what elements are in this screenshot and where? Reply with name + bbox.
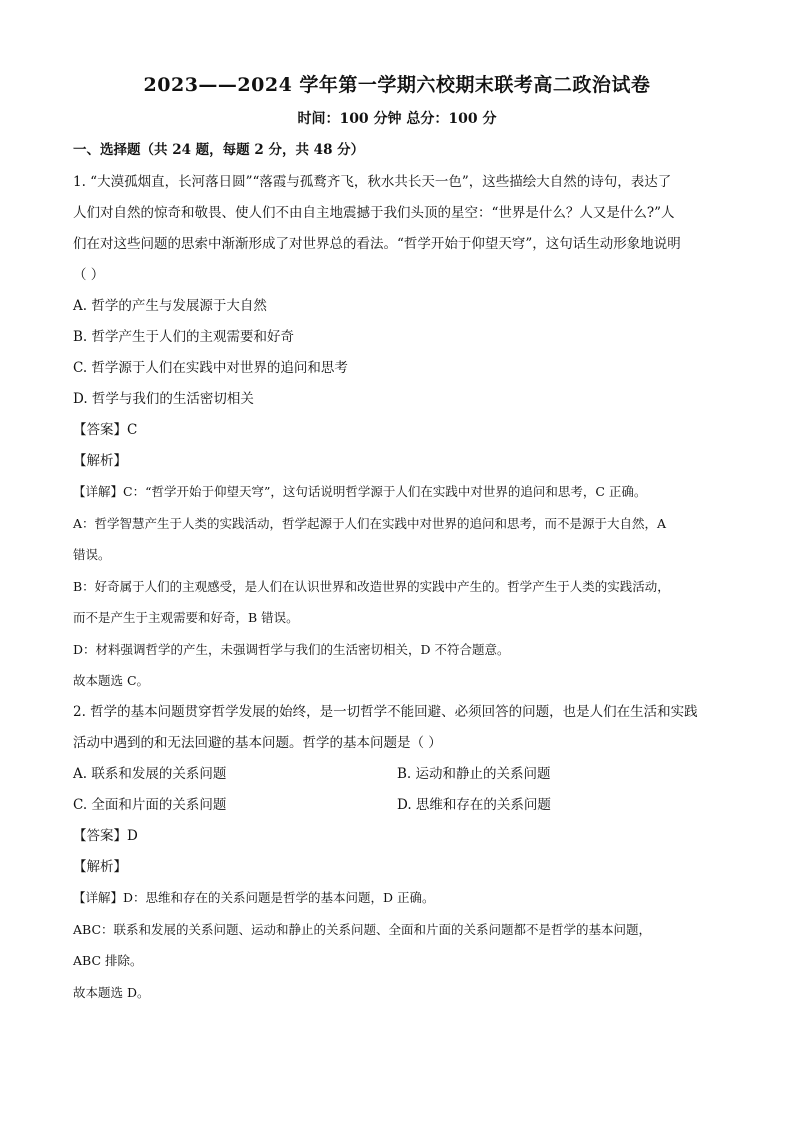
q1-option-b: B. 哲学产生于人们的主观需要和好奇 — [73, 329, 295, 345]
q1-conclusion: 故本题选 C。 — [73, 673, 150, 688]
q1-answer: 【答案】C — [73, 422, 138, 438]
q2-option-d: D. 思维和存在的关系问题 — [397, 797, 551, 813]
q1-explanation-line: 【详解】C：“哲学开始于仰望天穹”，这句话说明哲学源于人们在实践中对世界的追问和思考，C 正确。 — [73, 484, 647, 499]
q2-explanation-line: ABC：联系和发展的关系问题、运动和静止的关系问题、全面和片面的关系问题都不是哲学的基本问题， — [73, 922, 652, 937]
q1-stem-line: 1. “大漠孤烟直，长河落日圆”“落霞与孤鹜齐飞，秋水共长天一色”，这些描绘大自然的诗句，表达了 — [73, 174, 672, 190]
q1-analysis-label: 【解析】 — [73, 453, 127, 469]
q2-answer: 【答案】D — [73, 828, 138, 844]
exam-time-score: 时间：100 分钟 总分：100 分 — [297, 111, 497, 127]
q1-explanation-line: A：哲学智慧产生于人类的实践活动，哲学起源于人们在实践中对世界的追问和思考，而不是源于大自然，A — [73, 516, 667, 531]
q2-explanation-line: ABC 排除。 — [73, 953, 143, 968]
q1-option-d: D. 哲学与我们的生活密切相关 — [73, 391, 254, 407]
q2-option-a: A. 联系和发展的关系问题 — [73, 766, 227, 782]
q1-stem-line: 人们对自然的惊奇和敬畏、使人们不由自主地震撼于我们头顶的星空：“世界是什么？人又是什么?”人 — [73, 205, 675, 221]
q1-option-c: C. 哲学源于人们在实践中对世界的追问和思考 — [73, 360, 348, 376]
q1-stem-line: 们在对这些问题的思索中渐渐形成了对世界总的看法。“哲学开始于仰望天穹”，这句话生动形象地说明 — [73, 236, 681, 252]
q2-option-c: C. 全面和片面的关系问题 — [73, 797, 227, 813]
q2-conclusion: 故本题选 D。 — [73, 985, 150, 1000]
q2-option-b: B. 运动和静止的关系问题 — [397, 766, 551, 782]
section-heading: 一、选择题（共 24 题，每题 2 分，共 48 分） — [73, 142, 365, 158]
q2-stem-line: 活动中遇到的和无法回避的基本问题。哲学的基本问题是（ ） — [73, 735, 442, 751]
q2-explanation-line: 【详解】D：思维和存在的关系问题是哲学的基本问题，D 正确。 — [73, 890, 435, 905]
q2-stem-line: 2. 哲学的基本问题贯穿哲学发展的始终，是一切哲学不能回避、必须回答的问题，也是人们在生活和实践 — [73, 704, 698, 720]
q1-answer-blank: （ ） — [73, 267, 105, 283]
q1-explanation-line: B：好奇属于人们的主观感受，是人们在认识世界和改造世界的实践中产生的。哲学产生于人类的实践活动， — [73, 579, 670, 594]
q1-explanation-line: D：材料强调哲学的产生，未强调哲学与我们的生活密切相关，D 不符合题意。 — [73, 642, 510, 657]
q1-explanation-line: 错误。 — [73, 547, 111, 562]
q1-explanation-line: 而不是产生于主观需要和好奇，B 错误。 — [73, 610, 299, 625]
exam-title: 2023——2024 学年第一学期六校期末联考高二政治试卷 — [143, 74, 651, 96]
q1-option-a: A. 哲学的产生与发展源于大自然 — [73, 298, 267, 314]
q2-analysis-label: 【解析】 — [73, 859, 127, 875]
